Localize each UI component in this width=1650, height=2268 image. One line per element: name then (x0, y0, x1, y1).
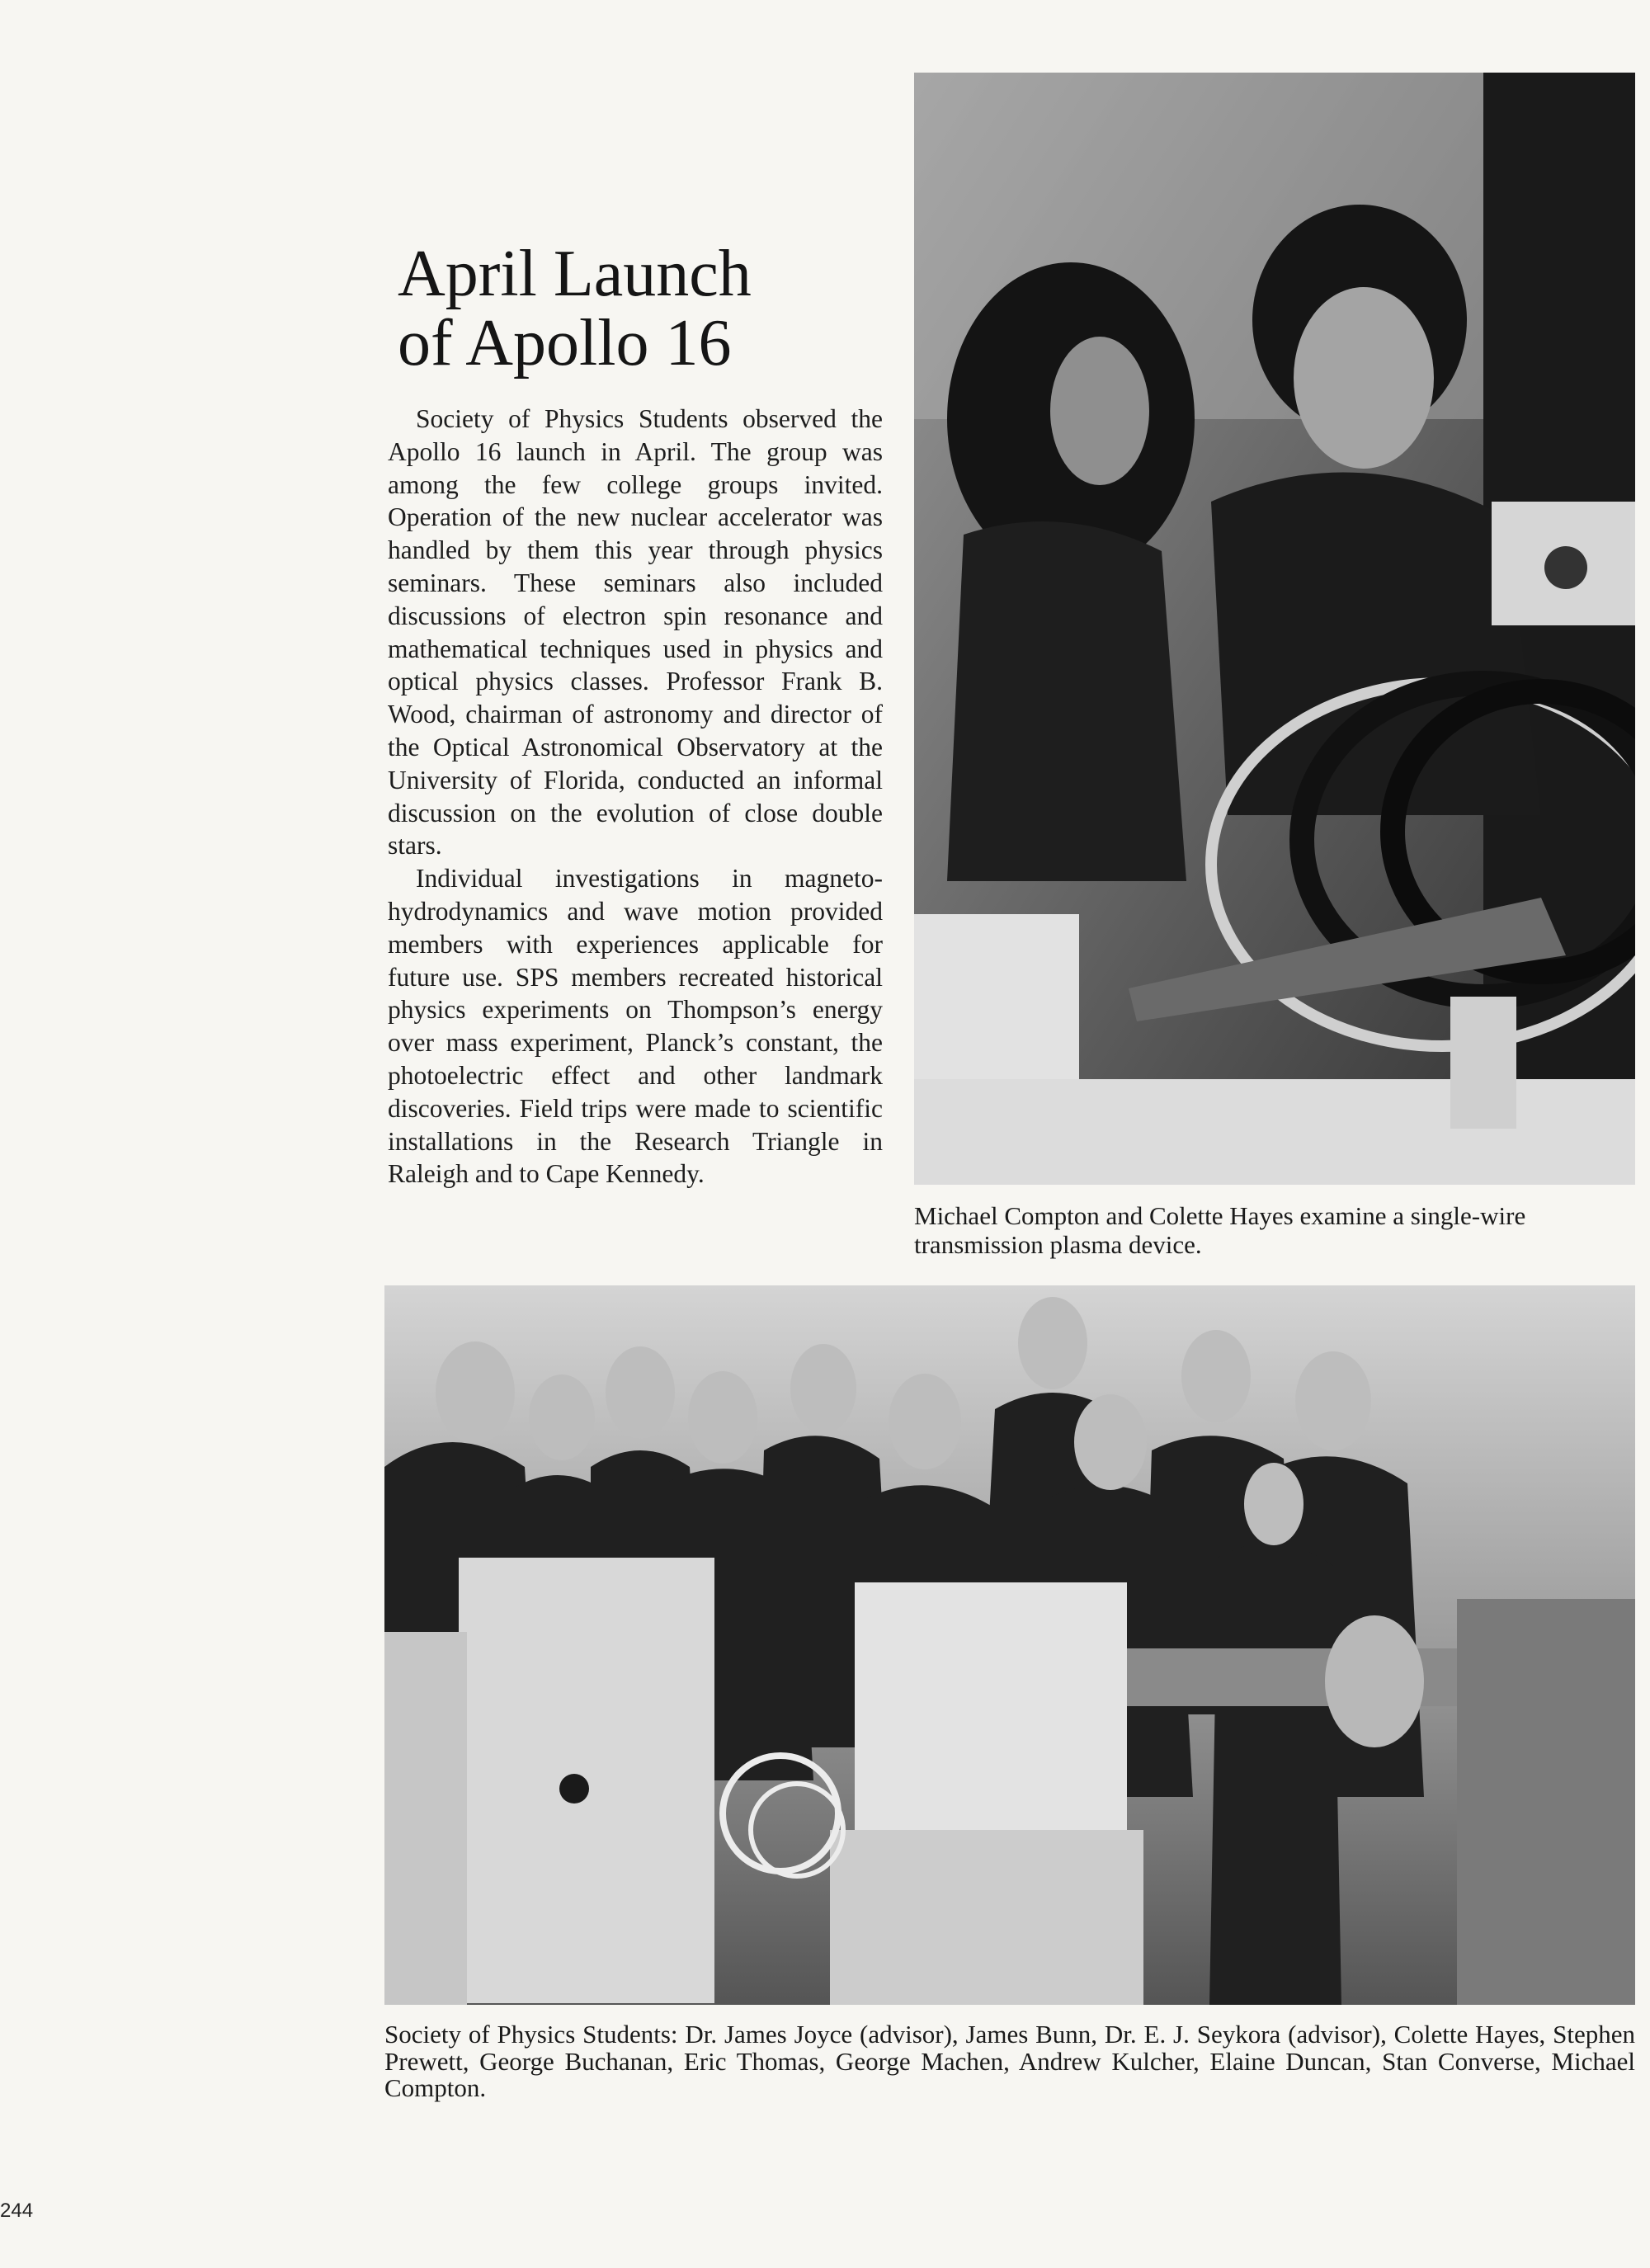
page-number: 244 (0, 2200, 34, 2222)
headline-line-1: April Launch (398, 238, 752, 310)
headline-line-2: of Apollo 16 (398, 307, 732, 380)
group-photo (384, 1285, 1635, 2005)
article-paragraph-1: Society of Physics Students observed the Apollo 16 launch in April. The group was among the few college groups invited. Operation of the new nuclear accelerator was handled by them this year through physics seminars. These seminars also included discussions of electron spin resonance and mathematical techniques used in physics and optical physics classes. Professor Frank B. Wood, chairman of astronomy and director of the Optical Astronomical Observatory at the University of Florida, conducted an informal discussion on the evolution of close double stars. (388, 404, 883, 861)
headline (398, 239, 893, 378)
article-paragraph-2: Individual investigations in magnetohydrodynamics and wave motion provided members with experiences applicable for future use. SPS members recreated historical physics experiments on Thompson’s energy over mass experiment, Planck’s constant, the photoelectric effect and other landmark discoveries. Field trips were made to scientific installations in the Research Triangle in Raleigh and to Cape Kennedy. (388, 864, 883, 1189)
article-body (388, 403, 883, 1191)
plasma-device-caption: Michael Compton and Colette Hayes examine a single-wire transmission plasma device. (914, 1201, 1526, 1259)
plasma-device-photo (914, 73, 1635, 1185)
group-photo-caption: Society of Physics Students: Dr. James Joyce (advisor), James Bunn, Dr. E. J. Seykora (advisor), Colette Hayes, Stephen Prewett, George Buchanan, Eric Thomas, George Machen, Andrew Kulcher, Elaine Duncan, Stan Converse, Michael Compton. (384, 2020, 1635, 2102)
